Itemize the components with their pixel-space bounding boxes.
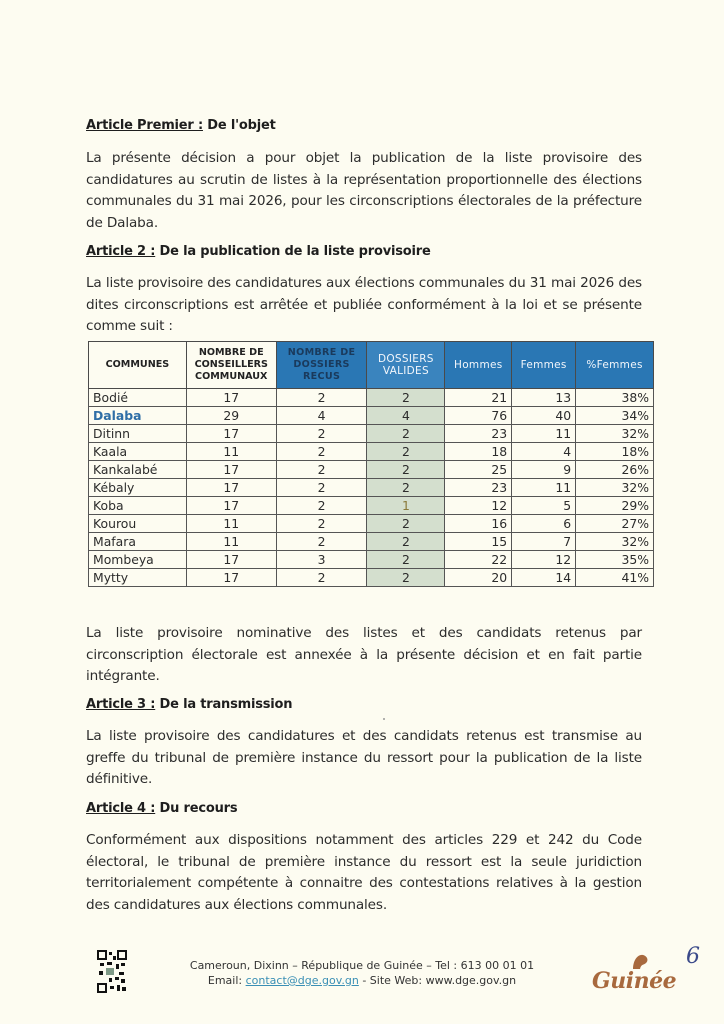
cell-dossiers-valides: 2 [367,443,445,461]
cell-pct-femmes: 35% [576,551,654,569]
article-3-label: Article 3 : [86,697,156,712]
cell-dossiers-valides: 2 [367,551,445,569]
cell-commune: Mafara [89,533,187,551]
article-2-paragraph-1: La liste provisoire des candidatures aux élections communales du 31 mai 2026 des dites circonscriptions est arrêtée et publiée conformément à la loi et se présente comme suit : [86,275,642,334]
cell-conseillers: 17 [186,479,276,497]
cell-conseillers: 11 [186,533,276,551]
cell-femmes: 14 [512,569,576,587]
cell-conseillers: 11 [186,443,276,461]
cell-hommes: 23 [445,479,512,497]
cell-pct-femmes: 38% [576,389,654,407]
table-row [89,407,654,425]
article-3-heading [86,697,292,712]
cell-hommes: 23 [445,425,512,443]
footer-site: - Site Web: www.dge.gov.gn [362,974,517,987]
header-dossiers-recus: NOMBRE DE DOSSIERS RECUS [276,342,367,389]
header-pct-femmes: %Femmes [576,342,654,389]
article-1-heading [86,118,276,133]
table-row [89,425,654,443]
cell-dossiers-valides: 2 [367,461,445,479]
article-2-label: Article 2 : [86,244,156,259]
cell-dossiers-recus: 3 [276,551,367,569]
article-2-paragraph-2: La liste provisoire nominative des listes et des candidats retenus par circonscription électorale est annexée à la présente décision et en fait partie intégrante. [86,625,642,684]
guinee-logo: Guinée [592,968,677,994]
cell-conseillers: 29 [186,407,276,425]
cell-conseillers: 17 [186,389,276,407]
cell-commune: Kankalabé [89,461,187,479]
header-hommes: Hommes [445,342,512,389]
cell-commune: Kourou [89,515,187,533]
cell-femmes: 13 [512,389,576,407]
cell-commune: Dalaba [89,407,187,425]
article-1-title: De l'objet [207,118,276,133]
cell-dossiers-valides: 1 [367,497,445,515]
cell-hommes: 20 [445,569,512,587]
footer-email-link[interactable]: contact@dge.gov.gn [245,974,359,987]
cell-dossiers-recus: 2 [276,461,367,479]
table-body [89,389,654,587]
cell-dossiers-valides: 2 [367,533,445,551]
cell-pct-femmes: 29% [576,497,654,515]
table-row [89,479,654,497]
cell-hommes: 15 [445,533,512,551]
cell-dossiers-valides: 2 [367,389,445,407]
cell-conseillers: 17 [186,569,276,587]
table-row [89,461,654,479]
cell-dossiers-recus: 2 [276,443,367,461]
cell-conseillers: 17 [186,551,276,569]
cell-dossiers-valides: 2 [367,569,445,587]
article-1-paragraph: La présente décision a pour objet la publication de la liste provisoire des candidatures au scrutin de listes à la représentation proportionnelle des élections communales du 31 mai 2026, pour les circonscriptions électorales de la préfecture de Dalaba. [86,150,642,231]
cell-femmes: 11 [512,425,576,443]
cell-hommes: 76 [445,407,512,425]
cell-dossiers-valides: 2 [367,515,445,533]
cell-dossiers-recus: 2 [276,425,367,443]
cell-pct-femmes: 18% [576,443,654,461]
cell-hommes: 22 [445,551,512,569]
cell-pct-femmes: 32% [576,479,654,497]
header-femmes: Femmes [512,342,576,389]
article-2-heading [86,244,431,259]
cell-dossiers-recus: 2 [276,497,367,515]
table-row [89,551,654,569]
cell-dossiers-recus: 2 [276,389,367,407]
table-row [89,515,654,533]
cell-pct-femmes: 26% [576,461,654,479]
cell-conseillers: 17 [186,461,276,479]
cell-dossiers-valides: 2 [367,425,445,443]
cell-dossiers-recus: 2 [276,515,367,533]
scan-speck [383,718,385,720]
cell-femmes: 7 [512,533,576,551]
header-communes: COMMUNES [89,342,187,389]
cell-femmes: 4 [512,443,576,461]
cell-dossiers-recus: 2 [276,569,367,587]
cell-dossiers-recus: 2 [276,479,367,497]
cell-hommes: 12 [445,497,512,515]
cell-conseillers: 11 [186,515,276,533]
footer-email-label: Email: [207,974,243,987]
cell-commune: Koba [89,497,187,515]
cell-hommes: 16 [445,515,512,533]
article-3-title: De la transmission [159,697,293,712]
cell-commune: Ditinn [89,425,187,443]
header-conseillers: NOMBRE DE CONSEILLERS COMMUNAUX [186,342,276,389]
cell-conseillers: 17 [186,497,276,515]
handwritten-page-mark: 6 [686,944,700,969]
cell-dossiers-recus: 4 [276,407,367,425]
cell-femmes: 9 [512,461,576,479]
table-row [89,533,654,551]
cell-hommes: 18 [445,443,512,461]
footer-address: Cameroun, Dixinn – République de Guinée – Tel : 613 00 01 01 [189,959,535,972]
cell-pct-femmes: 34% [576,407,654,425]
cell-hommes: 21 [445,389,512,407]
cell-conseillers: 17 [186,425,276,443]
table-row [89,443,654,461]
cell-commune: Mombeya [89,551,187,569]
article-4-paragraph: Conformément aux dispositions notamment des articles 229 et 242 du Code électoral, le tribunal de première instance du ressort est la seule juridiction territorialement compétente à connaitre des contestations relatives à la gestion des candidatures aux élections communales. [86,832,642,913]
article-4-title: Du recours [159,801,238,816]
cell-pct-femmes: 32% [576,425,654,443]
cell-commune: Bodié [89,389,187,407]
cell-dossiers-recus: 2 [276,533,367,551]
header-dossiers-valides: DOSSIERS VALIDES [367,342,445,389]
cell-pct-femmes: 32% [576,533,654,551]
article-3-paragraph: La liste provisoire des candidatures et des candidats retenus est transmise au greffe du tribunal de première instance du ressort pour la publication de la liste définitive. [86,728,642,787]
cell-femmes: 11 [512,479,576,497]
table-row [89,389,654,407]
cell-femmes: 40 [512,407,576,425]
article-4-label: Article 4 : [86,801,156,816]
cell-commune: Kaala [89,443,187,461]
cell-commune: Mytty [89,569,187,587]
cell-pct-femmes: 27% [576,515,654,533]
article-2-title: De la publication de la liste provisoire [159,244,431,259]
table-row [89,497,654,515]
article-4-heading [86,801,237,816]
table-header-row [89,342,654,389]
cell-dossiers-valides: 2 [367,479,445,497]
cell-pct-femmes: 41% [576,569,654,587]
cell-hommes: 25 [445,461,512,479]
candidatures-table [88,341,654,587]
cell-commune: Kébaly [89,479,187,497]
cell-femmes: 12 [512,551,576,569]
cell-femmes: 6 [512,515,576,533]
cell-dossiers-valides: 4 [367,407,445,425]
cell-femmes: 5 [512,497,576,515]
table-row [89,569,654,587]
article-1-label: Article Premier : [86,118,203,133]
